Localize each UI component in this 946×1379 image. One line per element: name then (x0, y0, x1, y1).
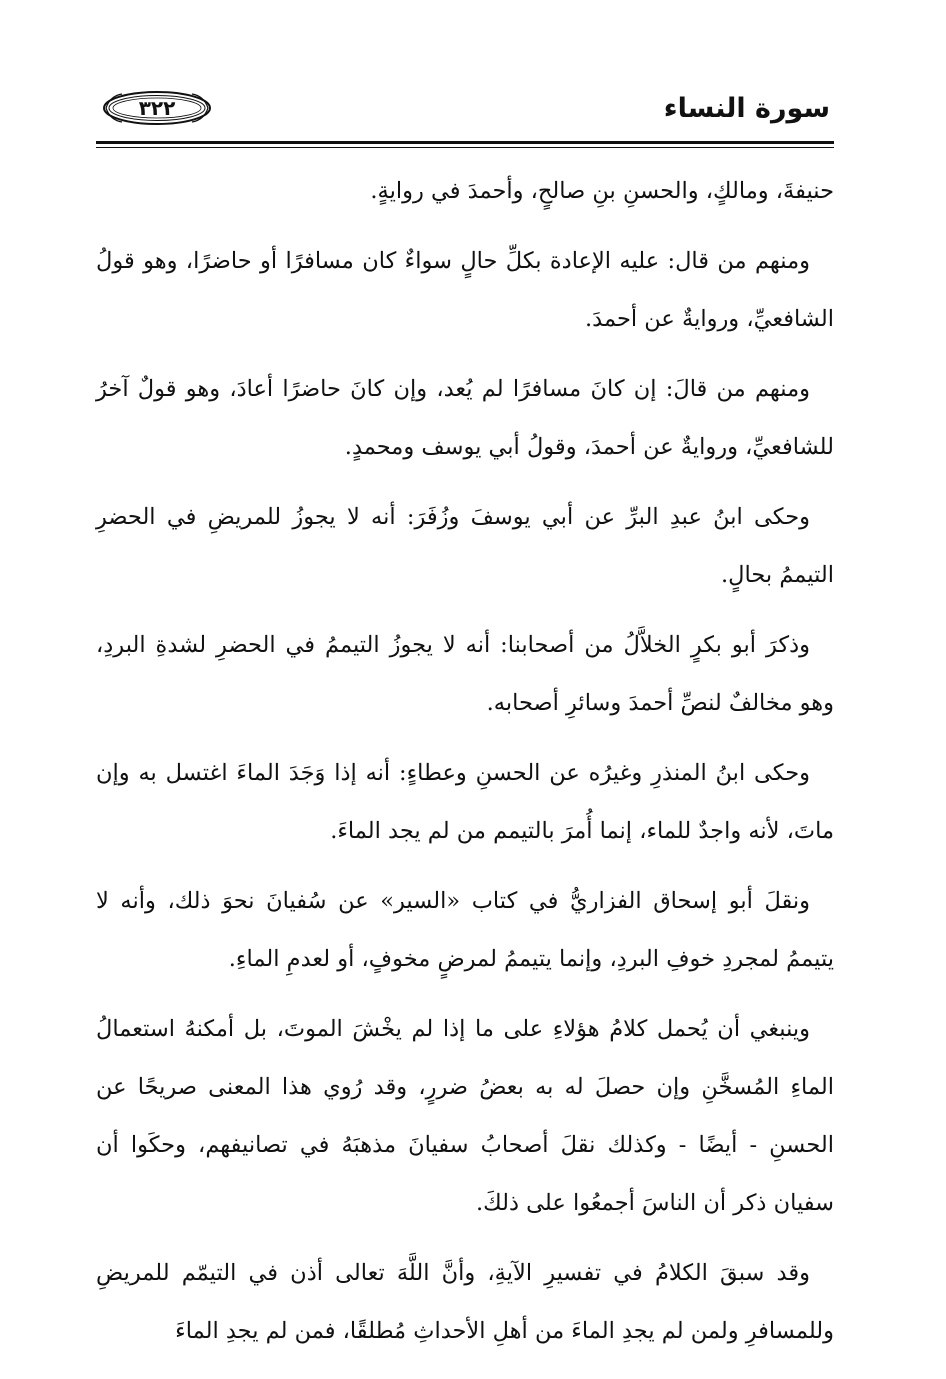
paragraph: حنيفةَ، ومالكٍ، والحسنِ بنِ صالحٍ، وأحمدَ في روايةٍ. (370, 178, 834, 204)
paragraph: وقد سبقَ الكلامُ في تفسيرِ الآيةِ، وأنَّ اللَّهَ تعالى أذن في التيمّم للمريضِ وللمسافرِ ولمن لم يجدِ الماءَ من أهلِ الأحداثِ مُطلقًا، فمن لم يجدِ الماءَ (96, 1260, 834, 1344)
header-divider-thin (96, 147, 834, 148)
page-number: ٣٢٢ (138, 96, 176, 120)
paragraph: ونقلَ أبو إسحاق الفزاريُّ في كتاب «السير» عن سُفيانَ نحوَ ذلك، وأنه لا يتيممُ لمجردِ خوفِ البردِ، وإنما يتيممُ لمرضٍ مخوفٍ، أو لعدمِ الماءِ. (96, 888, 834, 972)
paragraph: وحكى ابنُ المنذرِ وغيرُه عن الحسنِ وعطاءٍ: أنه إذا وَجَدَ الماءَ اغتسل به وإن ماتَ، لأنه واجدٌ للماء، إنما أُمرَ بالتيمم من لم يجد الماءَ. (96, 760, 834, 844)
paragraph: وذكرَ أبو بكرٍ الخلاَّلُ من أصحابنا: أنه لا يجوزُ التيممُ في الحضرِ لشدةِ البردِ، وهو مخالفٌ لنصِّ أحمدَ وسائرِ أصحابه. (96, 632, 834, 716)
paragraph: وحكى ابنُ عبدِ البرِّ عن أبي يوسفَ وزُفَرَ: أنه لا يجوزُ للمريضِ في الحضرِ التيممُ بحالٍ. (96, 504, 834, 588)
paragraph: ومنهم من قال: عليه الإعادة بكلِّ حالٍ سواءٌ كان مسافرًا أو حاضرًا، وهو قولُ الشافعيِّ، وروايةٌ عن أحمدَ. (96, 248, 834, 332)
header-divider-thick (96, 141, 834, 144)
paragraph: وينبغي أن يُحمل كلامُ هؤلاءِ على ما إذا لم يخْشَ الموتَ، بل أمكنهُ استعمالُ الماءِ المُسخَّنِ وإن حصلَ له به بعضُ ضررٍ، وقد رُوي هذا المعنى صريحًا عن الحسنِ - أيضًا - وكذلك نقلَ أصحابُ سفيانَ مذهبَهُ في تصانيفهم، وحكَوا أن سفيان ذكر أن الناسَ أجمعُوا على ذلكَ. (96, 1016, 834, 1216)
page-body (96, 162, 834, 1372)
page-header (96, 88, 830, 138)
page-number-badge (102, 90, 212, 126)
surah-title: سورة النساء (663, 93, 830, 124)
paragraph: ومنهم من قالَ: إن كانَ مسافرًا لم يُعد، وإن كانَ حاضرًا أعادَ، وهو قولٌ آخرُ للشافعيِّ، وروايةٌ عن أحمدَ، وقولُ أبي يوسف ومحمدٍ. (96, 376, 834, 460)
